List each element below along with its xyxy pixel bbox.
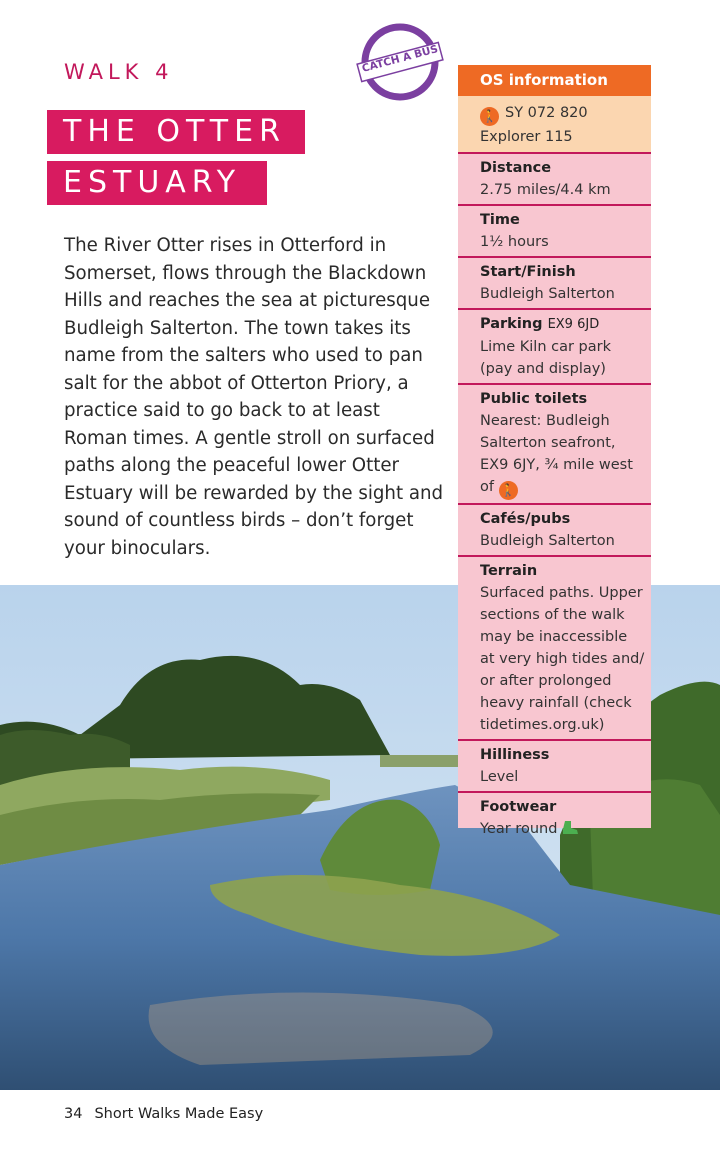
info-panel <box>458 65 651 837</box>
badge-text: CATCH A BUS <box>360 43 440 75</box>
time-section <box>458 204 651 256</box>
os-header: OS information <box>458 65 651 96</box>
terrain-section <box>458 555 651 739</box>
os-grid-ref: SY 072 820 <box>505 105 588 121</box>
title-line-1: THE OTTER <box>47 110 305 154</box>
walker-icon: 🚶 <box>480 107 499 126</box>
start-finish-value: Budleigh Salterton <box>480 286 615 302</box>
hilliness-heading: Hilliness <box>480 747 550 763</box>
toilets-value: Nearest: Budleigh Salterton seafront, EX9 6JY, ¾ mile west of <box>480 413 633 495</box>
hilliness-section <box>458 739 651 791</box>
os-body <box>458 96 651 152</box>
book-title: Short Walks Made Easy <box>94 1106 264 1122</box>
distance-section <box>458 152 651 204</box>
terrain-value: Surfaced paths. Upper sections of the walk may be inaccessible at very high tides and/ or after prolonged heavy rainfall (check tidetimes.org.uk) <box>480 585 645 733</box>
terrain-heading: Terrain <box>480 563 538 579</box>
distance-heading: Distance <box>480 160 552 176</box>
footwear-value-row <box>480 818 647 840</box>
hilliness-value: Level <box>480 769 519 785</box>
start-finish-section <box>458 256 651 308</box>
page-number: 34 <box>64 1106 83 1122</box>
cafes-value: Budleigh Salterton <box>480 533 615 549</box>
parking-postcode: EX9 6JD <box>547 317 600 332</box>
cafes-heading: Cafés/pubs <box>480 511 571 527</box>
walk-label: WALK 4 <box>64 60 174 84</box>
walker-icon: 🚶 <box>499 481 518 500</box>
footwear-section <box>458 791 651 843</box>
start-finish-heading: Start/Finish <box>480 264 576 280</box>
parking-heading-label: Parking <box>480 316 543 332</box>
footwear-value: Year round <box>480 821 558 837</box>
cafes-section <box>458 503 651 555</box>
os-grid-ref-row <box>480 102 651 126</box>
toilets-value-row <box>480 410 647 500</box>
toilets-heading: Public toilets <box>480 391 588 407</box>
title-line-2: ESTUARY <box>47 161 267 205</box>
toilets-section <box>458 383 651 503</box>
distance-value: 2.75 miles/4.4 km <box>480 182 611 198</box>
time-heading: Time <box>480 212 520 228</box>
parking-value: Lime Kiln car park (pay and display) <box>480 339 612 377</box>
parking-section <box>458 308 651 383</box>
parking-heading <box>480 316 599 332</box>
intro-paragraph: The River Otter rises in Otterford in Somerset, flows through the Blackdown Hills and reaches the sea at picturesque Budleigh Salterton. The town takes its name from the salters who used to pan salt for the abbot of Otterton Priory, a practice said to go back to at least Roman times. A gentle stroll on surfaced paths along the peaceful lower Otter Estuary will be rewarded by the sight and sound of countless birds – don’t forget your binoculars. <box>64 235 444 559</box>
catch-a-bus-badge <box>356 22 444 102</box>
page-footer <box>64 1106 263 1122</box>
footwear-heading: Footwear <box>480 799 557 815</box>
os-map: Explorer 115 <box>480 129 573 145</box>
time-value: 1½ hours <box>480 234 549 250</box>
boot-icon <box>561 820 579 836</box>
